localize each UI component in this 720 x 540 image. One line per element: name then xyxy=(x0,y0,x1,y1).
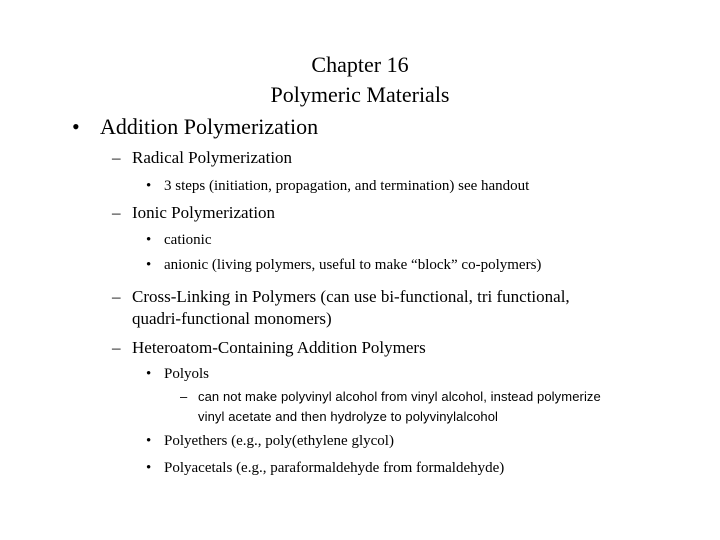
polyols-note-line-2: vinyl acetate and then hydrolyze to polyvinylalcohol xyxy=(198,409,499,424)
ionic-label: Ionic Polymerization xyxy=(132,203,276,222)
bullet-dot: • xyxy=(146,178,152,194)
bullet-dot: • xyxy=(146,433,152,449)
title-line-1: Chapter 16 xyxy=(311,52,409,77)
crosslinking-line-2: quadri-functional monomers) xyxy=(132,309,332,328)
bullet-dot: • xyxy=(146,366,152,382)
polyacetals-label: Polyacetals (e.g., paraformaldehyde from formaldehyde) xyxy=(164,460,505,476)
title-line-2: Polymeric Materials xyxy=(270,82,450,107)
heteroatom-label: Heteroatom-Containing Addition Polymers xyxy=(132,338,426,357)
bullet-dash: – xyxy=(112,287,121,306)
polyethers-label: Polyethers (e.g., poly(ethylene glycol) xyxy=(164,433,394,449)
bullet-dash: – xyxy=(112,203,121,222)
polyols-label: Polyols xyxy=(164,366,210,382)
slide-title xyxy=(0,50,720,110)
bullet-dash: – xyxy=(180,389,188,404)
radical-detail-label: 3 steps (initiation, propagation, and termination) see handout xyxy=(164,178,530,194)
bullet-dot: • xyxy=(72,114,80,139)
bullet-dot: • xyxy=(146,257,152,273)
addition-label: Addition Polymerization xyxy=(100,114,319,139)
polyols-note-line-1: can not make polyvinyl alcohol from vinyl alcohol, instead polymerize xyxy=(198,389,601,404)
radical-label: Radical Polymerization xyxy=(132,148,293,167)
bullet-dot: • xyxy=(146,460,152,476)
cationic-label: cationic xyxy=(164,232,212,248)
bullet-dash: – xyxy=(112,148,121,167)
crosslinking-line-1: Cross-Linking in Polymers (can use bi-functional, tri functional, xyxy=(132,287,570,306)
bullet-dot: • xyxy=(146,232,152,248)
anionic-label: anionic (living polymers, useful to make “block” co-polymers) xyxy=(164,257,542,273)
bullet-dash: – xyxy=(112,338,121,357)
